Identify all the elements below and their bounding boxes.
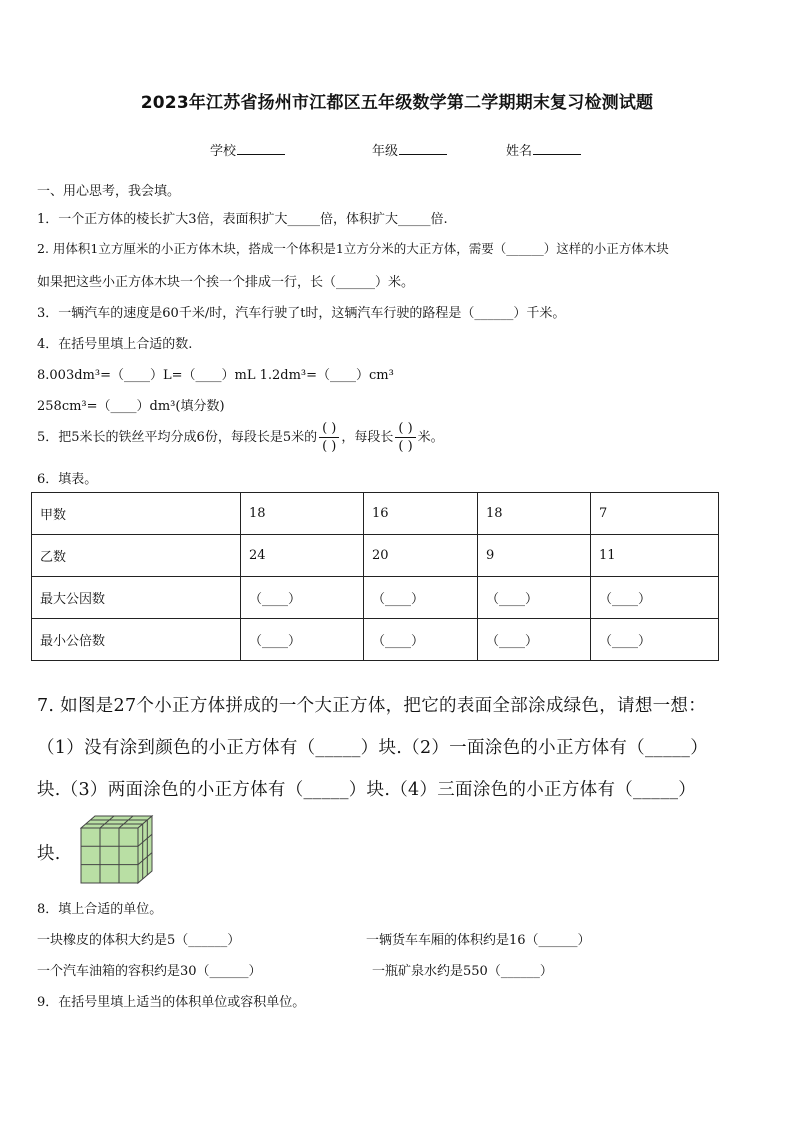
question-8: 8．填上合适的单位。 (37, 902, 163, 917)
question-2-line-2: 如果把这些小正方体木块一个挨一个排成一行，长（______）米。 (37, 275, 415, 290)
question-4: 4．在括号里填上合适的数. (37, 337, 193, 352)
question-4-line-1: 8.003dm³=（____）L=（____）mL 1.2dm³=（____）cm³ (37, 368, 394, 383)
answer-blank[interactable]: （____） (241, 619, 364, 661)
table-cell: 甲数 (32, 493, 241, 535)
answer-blank[interactable]: （____） (478, 619, 591, 661)
fraction-denominator: ( ) (398, 439, 413, 454)
page-title: 2023年江苏省扬州市江都区五年级数学第二学期期末复习检测试题 (140, 93, 654, 113)
table-cell: 最小公倍数 (32, 619, 241, 661)
school-blank[interactable] (237, 142, 285, 155)
fraction-numerator: ( ) (395, 420, 415, 438)
school-field (210, 140, 285, 159)
grade-label: 年级 (372, 144, 399, 159)
question-8-a: 一块橡皮的体积大约是5（______） (37, 933, 241, 948)
question-8-d: 一瓶矿泉水约是550（______） (372, 964, 553, 979)
table-cell: 18 (478, 493, 591, 535)
question-4-line-2: 258cm³=（____）dm³(填分数) (37, 399, 225, 414)
gcd-lcm-table (31, 492, 719, 661)
section-heading: 一、用心思考，我会填。 (37, 184, 181, 199)
question-2-line-1: 2. 用体积1立方厘米的小正方体木块，搭成一个体积是1立方分米的大正方体，需要（______）这样的小正方体木块 (37, 241, 669, 256)
table-cell: 18 (241, 493, 364, 535)
question-9: 9．在括号里填上适当的体积单位或容积单位。 (37, 995, 306, 1010)
question-5-middle: ，每段长 (341, 430, 394, 445)
fraction-numerator: ( ) (319, 420, 339, 438)
table-cell: 9 (478, 535, 591, 577)
table-row (32, 619, 719, 661)
table-cell: 20 (364, 535, 478, 577)
name-field (506, 140, 581, 159)
table-row (32, 535, 719, 577)
cube-side-face (138, 816, 152, 883)
answer-blank[interactable]: （____） (364, 619, 478, 661)
grade-blank[interactable] (399, 142, 447, 155)
grade-field (372, 140, 447, 159)
question-5-suffix: 米。 (417, 430, 444, 445)
table-row (32, 493, 719, 535)
table-cell: 11 (591, 535, 719, 577)
fraction-blank-2[interactable] (395, 420, 415, 455)
cube-front-face (81, 828, 138, 883)
school-label: 学校 (210, 144, 237, 159)
table-cell: 24 (241, 535, 364, 577)
name-blank[interactable] (533, 142, 581, 155)
name-label: 姓名 (506, 144, 533, 159)
question-7-line-4: 块. (37, 844, 61, 864)
table-cell: 7 (591, 493, 719, 535)
fraction-denominator: ( ) (322, 439, 337, 454)
table-row (32, 577, 719, 619)
question-7-line-3: 块.（3）两面涂色的小正方体有（_____）块.（4）三面涂色的小正方体有（_____） (37, 780, 697, 800)
answer-blank[interactable]: （____） (591, 619, 719, 661)
question-8-b: 一辆货车车厢的体积约是16（______） (366, 933, 591, 948)
question-3: 3．一辆汽车的速度是60千米/时，汽车行驶了t时，这辆汽车行驶的路程是（______）千米。 (37, 306, 566, 321)
answer-blank[interactable]: （____） (364, 577, 478, 619)
answer-blank[interactable]: （____） (478, 577, 591, 619)
question-7-line-2: （1）没有涂到颜色的小正方体有（_____）块.（2）一面涂色的小正方体有（_____） (37, 738, 709, 758)
question-7-line-1: 7. 如图是27个小正方体拼成的一个大正方体，把它的表面全部涂成绿色，请想一想： (37, 696, 707, 716)
table-cell: 16 (364, 493, 478, 535)
question-8-c: 一个汽车油箱的容积约是30（______） (37, 964, 262, 979)
question-6: 6．填表。 (37, 472, 98, 487)
table-cell: 乙数 (32, 535, 241, 577)
question-5 (37, 420, 444, 455)
question-5-prefix: 5．把5米长的铁丝平均分成6份，每段长是5米的 (37, 430, 318, 445)
fraction-blank-1[interactable] (319, 420, 339, 455)
table-cell: 最大公因数 (32, 577, 241, 619)
question-1: 1．一个正方体的棱长扩大3倍，表面积扩大_____倍，体积扩大_____倍. (37, 212, 448, 227)
cube-figure (80, 815, 156, 885)
answer-blank[interactable]: （____） (241, 577, 364, 619)
answer-blank[interactable]: （____） (591, 577, 719, 619)
